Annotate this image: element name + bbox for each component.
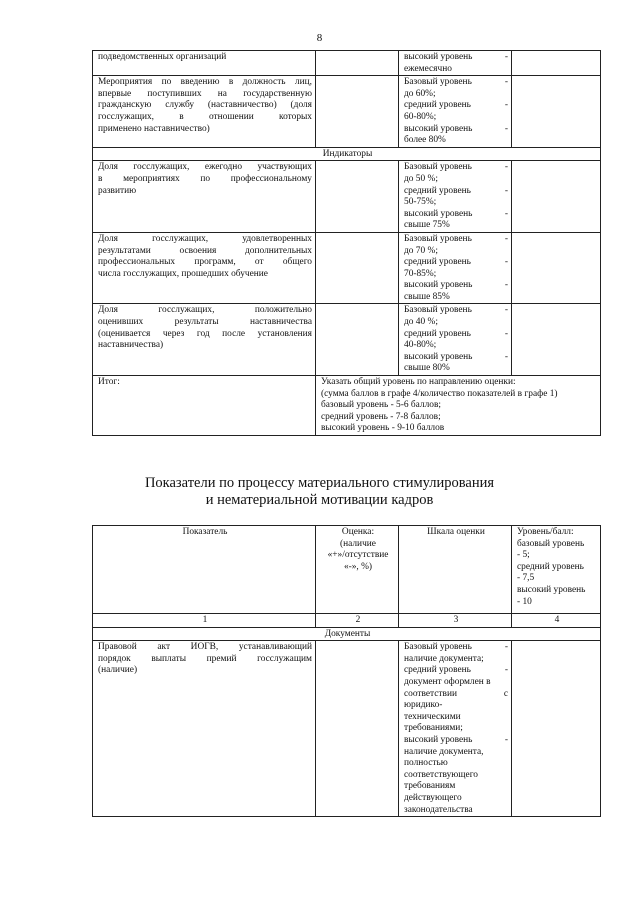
header-score-line: - 5;	[517, 550, 530, 561]
score-cell	[512, 161, 601, 233]
scale-cell	[399, 641, 512, 817]
assessment-cell	[316, 161, 399, 233]
score-cell	[512, 51, 601, 76]
table-row	[93, 76, 601, 148]
scale-text: соответствии	[404, 688, 457, 699]
scale-dash: с	[503, 688, 508, 699]
section-header-indicators: Индикаторы	[93, 147, 601, 161]
indicator-line: профессиональных программ, от общего	[98, 257, 312, 268]
indicator-line: применено наставничество)	[98, 123, 210, 134]
indicator-line: в мероприятиях по профессиональному	[98, 173, 312, 184]
scale-text: высокий уровень	[404, 208, 473, 219]
scale-text: требованиями;	[404, 723, 463, 734]
scale-text: требованиям	[404, 781, 456, 792]
scale-text: до 50 %;	[404, 173, 438, 184]
indicator-line: результатами освоения дополнительных	[98, 245, 312, 256]
indicator-line: Доля госслужащих, удовлетворенных	[98, 233, 312, 244]
assessment-cell	[316, 232, 399, 304]
assessment-cell	[316, 304, 399, 376]
indicator-line: числа госслужащих, прошедших обучение	[98, 268, 268, 279]
column-number: 3	[399, 614, 512, 628]
scale-text: соответствующего	[404, 769, 478, 780]
header-score-line: базовый уровень	[517, 538, 585, 549]
header-score-line: высокий уровень	[517, 584, 586, 595]
scale-dash: -	[504, 328, 508, 339]
indicator-line: наставничества)	[98, 340, 164, 351]
scale-dash: -	[504, 185, 508, 196]
scale-text: документ оформлен в	[404, 676, 491, 687]
scale-text: техническими	[404, 711, 461, 722]
scale-text: 70-85%;	[404, 268, 437, 279]
scale-line	[404, 363, 508, 375]
scale-line	[404, 317, 508, 329]
table-row	[93, 51, 601, 76]
indicator-cell	[93, 641, 316, 817]
header-score-line: Уровень/балл:	[517, 527, 574, 537]
indicator-line: развитию	[98, 185, 137, 196]
scale-line	[404, 793, 508, 805]
scale-line	[404, 352, 508, 364]
scale-line	[404, 642, 508, 654]
assessment-cell	[316, 641, 399, 817]
scale-text: полностью	[404, 758, 448, 769]
scale-line	[404, 280, 508, 292]
scale-text: средний уровень	[404, 665, 471, 676]
scale-line	[404, 305, 508, 317]
scale-line	[404, 197, 508, 209]
assessment-cell	[316, 51, 399, 76]
scale-dash: -	[504, 257, 508, 268]
indicator-cell	[93, 51, 316, 76]
section-title-line-2: и нематериальной мотивации кадров	[205, 492, 434, 508]
total-label: Итог:	[93, 376, 316, 436]
scale-line	[404, 246, 508, 258]
indicator-line: порядок выплаты премий госслужащим	[98, 653, 312, 664]
scale-text: более 80%	[404, 135, 446, 146]
motivation-table	[92, 525, 601, 817]
scale-line	[404, 747, 508, 759]
scale-line	[404, 124, 508, 136]
scale-line	[404, 89, 508, 101]
scale-cell	[399, 161, 512, 233]
total-line: базовый уровень - 5-6 баллов;	[321, 400, 441, 411]
scale-line	[404, 712, 508, 724]
table-row	[93, 304, 601, 376]
header-assessment	[316, 526, 399, 614]
scale-cell	[399, 51, 512, 76]
indicator-cell	[93, 232, 316, 304]
column-numbers-row	[93, 614, 601, 628]
scale-dash: -	[504, 162, 508, 173]
total-line: средний уровень - 7-8 баллов;	[321, 411, 441, 422]
scale-cell	[399, 304, 512, 376]
total-line: (сумма баллов в графе 4/количество показателей в графе 1)	[321, 388, 558, 399]
indicator-cell	[93, 304, 316, 376]
scale-text: Базовый уровень	[404, 77, 472, 88]
scale-line	[404, 269, 508, 281]
indicator-line: Мероприятия по введению в должность лиц,	[98, 77, 312, 88]
total-line: Указать общий уровень по направлению оценки:	[321, 377, 516, 388]
indicator-line: Доля госслужащих, ежегодно участвующих	[98, 162, 312, 173]
scale-line	[404, 112, 508, 124]
indicator-line: (наличие)	[98, 665, 138, 676]
indicators-table	[92, 50, 601, 436]
table-row	[93, 232, 601, 304]
scale-text: наличие документа,	[404, 746, 484, 757]
scale-text: Базовый уровень	[404, 642, 472, 653]
scale-line	[404, 77, 508, 89]
scale-text: средний уровень	[404, 328, 471, 339]
section-title	[0, 475, 639, 509]
indicator-line: гражданскую службу (наставничество) (доля	[98, 100, 312, 111]
header-score-line: - 10	[517, 596, 532, 607]
header-assessment-line: «+»/отсутствие	[327, 550, 389, 561]
scale-line	[404, 340, 508, 352]
scale-line	[404, 209, 508, 221]
scale-text: законодательства	[404, 804, 473, 815]
scale-line	[404, 758, 508, 770]
scale-dash: -	[504, 77, 508, 88]
scale-text: средний уровень	[404, 100, 471, 111]
scale-text: 60-80%;	[404, 111, 437, 122]
table-row	[93, 641, 601, 817]
scale-line	[404, 329, 508, 341]
scale-line	[404, 770, 508, 782]
scale-line	[404, 186, 508, 198]
scale-text: средний уровень	[404, 185, 471, 196]
scale-dash: -	[504, 734, 508, 745]
assessment-cell	[316, 76, 399, 148]
indicator-line: Доля госслужащих, положительно	[98, 305, 312, 316]
header-indicator: Показатель	[93, 526, 316, 614]
scale-line	[404, 52, 508, 64]
table-row	[93, 161, 601, 233]
score-cell	[512, 304, 601, 376]
scale-text: свыше 75%	[404, 220, 450, 231]
scale-dash: -	[504, 305, 508, 316]
scale-text: высокий уровень	[404, 52, 473, 62]
header-score	[512, 526, 601, 614]
section-header-row	[93, 147, 601, 161]
header-scale: Шкала оценки	[399, 526, 512, 614]
scale-text: свыше 85%	[404, 291, 450, 302]
scale-line	[404, 689, 508, 701]
page-number: 8	[316, 32, 323, 44]
total-row	[93, 376, 601, 436]
score-cell	[512, 76, 601, 148]
scale-line	[404, 162, 508, 174]
indicator-line: (оценивается через год после установления	[98, 328, 312, 339]
total-line: высокий уровень - 9-10 баллов	[321, 423, 445, 434]
indicator-line: впервые поступивших на государственную	[98, 88, 312, 99]
column-number: 2	[316, 614, 399, 628]
score-cell	[512, 641, 601, 817]
scale-text: свыше 80%	[404, 363, 450, 374]
scale-text: Базовый уровень	[404, 305, 472, 316]
score-cell	[512, 232, 601, 304]
scale-line	[404, 135, 508, 147]
scale-dash: -	[504, 642, 508, 653]
scale-text: Базовый уровень	[404, 162, 472, 173]
scale-line	[404, 64, 508, 76]
section-header-row	[93, 627, 601, 641]
indicator-cell	[93, 161, 316, 233]
scale-dash: -	[504, 208, 508, 219]
scale-text: до 70 %;	[404, 245, 438, 256]
scale-dash: -	[504, 100, 508, 111]
scale-line	[404, 723, 508, 735]
scale-line	[404, 805, 508, 817]
indicator-cell	[93, 76, 316, 148]
scale-line	[404, 700, 508, 712]
scale-line	[404, 174, 508, 186]
scale-line	[404, 292, 508, 304]
section-header-documents: Документы	[93, 627, 601, 641]
scale-cell	[399, 232, 512, 304]
total-text	[316, 376, 601, 436]
scale-line	[404, 781, 508, 793]
scale-line	[404, 665, 508, 677]
header-row	[93, 526, 601, 614]
scale-text: Базовый уровень	[404, 233, 472, 244]
scale-line	[404, 735, 508, 747]
scale-text: средний уровень	[404, 257, 471, 268]
scale-dash: -	[504, 351, 508, 362]
scale-text: до 60%;	[404, 88, 436, 99]
scale-text: юридико-	[404, 700, 443, 711]
column-number: 4	[512, 614, 601, 628]
scale-text: высокий уровень	[404, 280, 473, 291]
header-assessment-line: «-», %)	[343, 561, 373, 572]
scale-text: действующего	[404, 792, 462, 803]
scale-line	[404, 220, 508, 232]
scale-text: 50-75%;	[404, 197, 437, 208]
header-assessment-line: (наличие	[340, 538, 376, 549]
indicator-line: оценивших результаты наставничества	[98, 317, 312, 328]
scale-cell	[399, 76, 512, 148]
scale-text: ежемесячно	[404, 63, 452, 74]
column-number: 1	[93, 614, 316, 628]
header-score-line: средний уровень	[517, 561, 584, 572]
scale-text: высокий уровень	[404, 351, 473, 362]
scale-dash: -	[504, 280, 508, 291]
scale-line	[404, 234, 508, 246]
scale-line	[404, 654, 508, 666]
scale-line	[404, 100, 508, 112]
indicator-line: госслужащих, в отношении которых	[98, 111, 312, 122]
scale-dash: -	[504, 665, 508, 676]
scale-dash: -	[504, 233, 508, 244]
section-title-line-1: Показатели по процессу материального стимулирования	[144, 475, 495, 491]
scale-text: высокий уровень	[404, 734, 473, 745]
header-score-line: - 7,5	[517, 573, 535, 584]
scale-line	[404, 677, 508, 689]
scale-text: до 40 %;	[404, 317, 438, 328]
indicator-line: Правовой акт ИОГВ, устанавливающий	[98, 642, 312, 653]
header-assessment-line: Оценка:	[341, 527, 375, 537]
scale-dash: -	[504, 52, 508, 62]
scale-text: наличие документа;	[404, 653, 484, 664]
scale-dash: -	[504, 123, 508, 134]
scale-line	[404, 257, 508, 269]
indicator-line: подведомственных организаций	[98, 52, 227, 62]
scale-text: 40-80%;	[404, 340, 437, 351]
scale-text: высокий уровень	[404, 123, 473, 134]
